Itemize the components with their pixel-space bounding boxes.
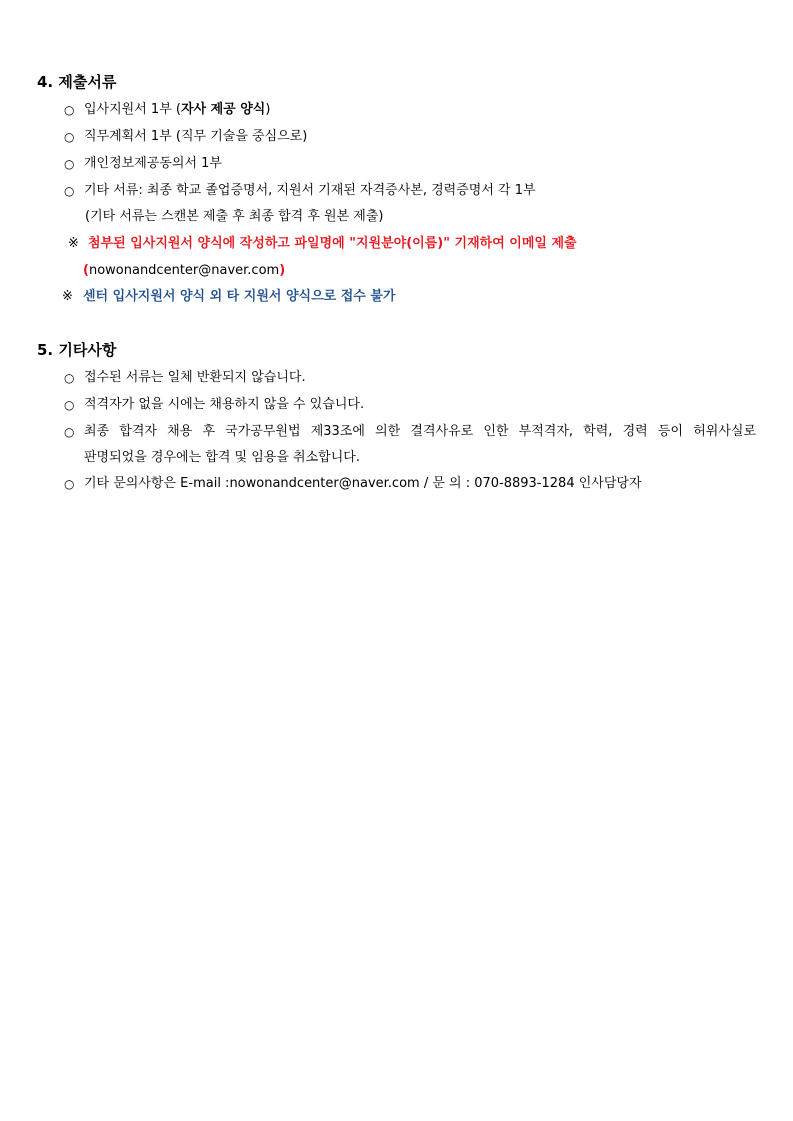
item-bold-text: 자사 제공 양식 xyxy=(180,102,266,117)
bullet-icon: ○ xyxy=(64,103,75,117)
bullet-icon: ○ xyxy=(64,157,75,171)
item-text: 적격자가 없을 시에는 채용하지 않을 수 있습니다. xyxy=(84,397,365,412)
item-text: 최종 합격자 채용 후 국가공무원법 제33조에 의한 결격사유로 인한 부적격자, 학력, 경력 등이 허위사실로 xyxy=(84,424,756,439)
section-4-heading: 4. 제출서류 xyxy=(37,73,117,91)
paren-close: ) xyxy=(279,263,286,278)
item-text: 기타 문의사항은 E-mail :nowonandcenter@naver.com / 문 의 : 070-8893-1284 인사담당자 xyxy=(84,476,642,491)
bullet-icon: ○ xyxy=(64,184,75,198)
item-text: 입사지원서 1부 ( xyxy=(84,102,181,117)
email-address: nowonandcenter@naver.com xyxy=(88,263,280,278)
item-text: 직무계획서 1부 (직무 기술을 중심으로) xyxy=(84,129,308,144)
blue-notice-text: 센터 입사지원서 양식 외 타 지원서 양식으로 접수 불가 xyxy=(83,289,396,304)
bullet-icon: ○ xyxy=(64,398,75,412)
item-text: 개인정보제공동의서 1부 xyxy=(84,156,222,171)
item-text: 접수된 서류는 일체 반환되지 않습니다. xyxy=(84,370,306,385)
red-notice-text: 첨부된 입사지원서 양식에 작성하고 파일명에 "지원분야(이름)" 기재하여 이메일 제출 xyxy=(88,236,577,251)
section-5-heading: 5. 기타사항 xyxy=(37,341,117,359)
bullet-icon: ○ xyxy=(64,477,75,491)
reference-mark: ※ xyxy=(68,236,79,251)
bullet-icon: ○ xyxy=(64,425,75,439)
item-text: 기타 서류: 최종 학교 졸업증명서, 지원서 기재된 자격증사본, 경력증명서 각 1부 xyxy=(84,183,536,198)
continuation-text: 판명되었을 경우에는 합격 및 임용을 취소합니다. xyxy=(84,450,360,465)
bullet-icon: ○ xyxy=(64,130,75,144)
sub-note-text: (기타 서류는 스캔본 제출 후 최종 합격 후 원본 제출) xyxy=(85,209,384,224)
item-text-suffix: ) xyxy=(265,102,271,117)
reference-mark: ※ xyxy=(62,289,73,304)
bullet-icon: ○ xyxy=(64,371,75,385)
paren-open: ( xyxy=(83,263,89,278)
